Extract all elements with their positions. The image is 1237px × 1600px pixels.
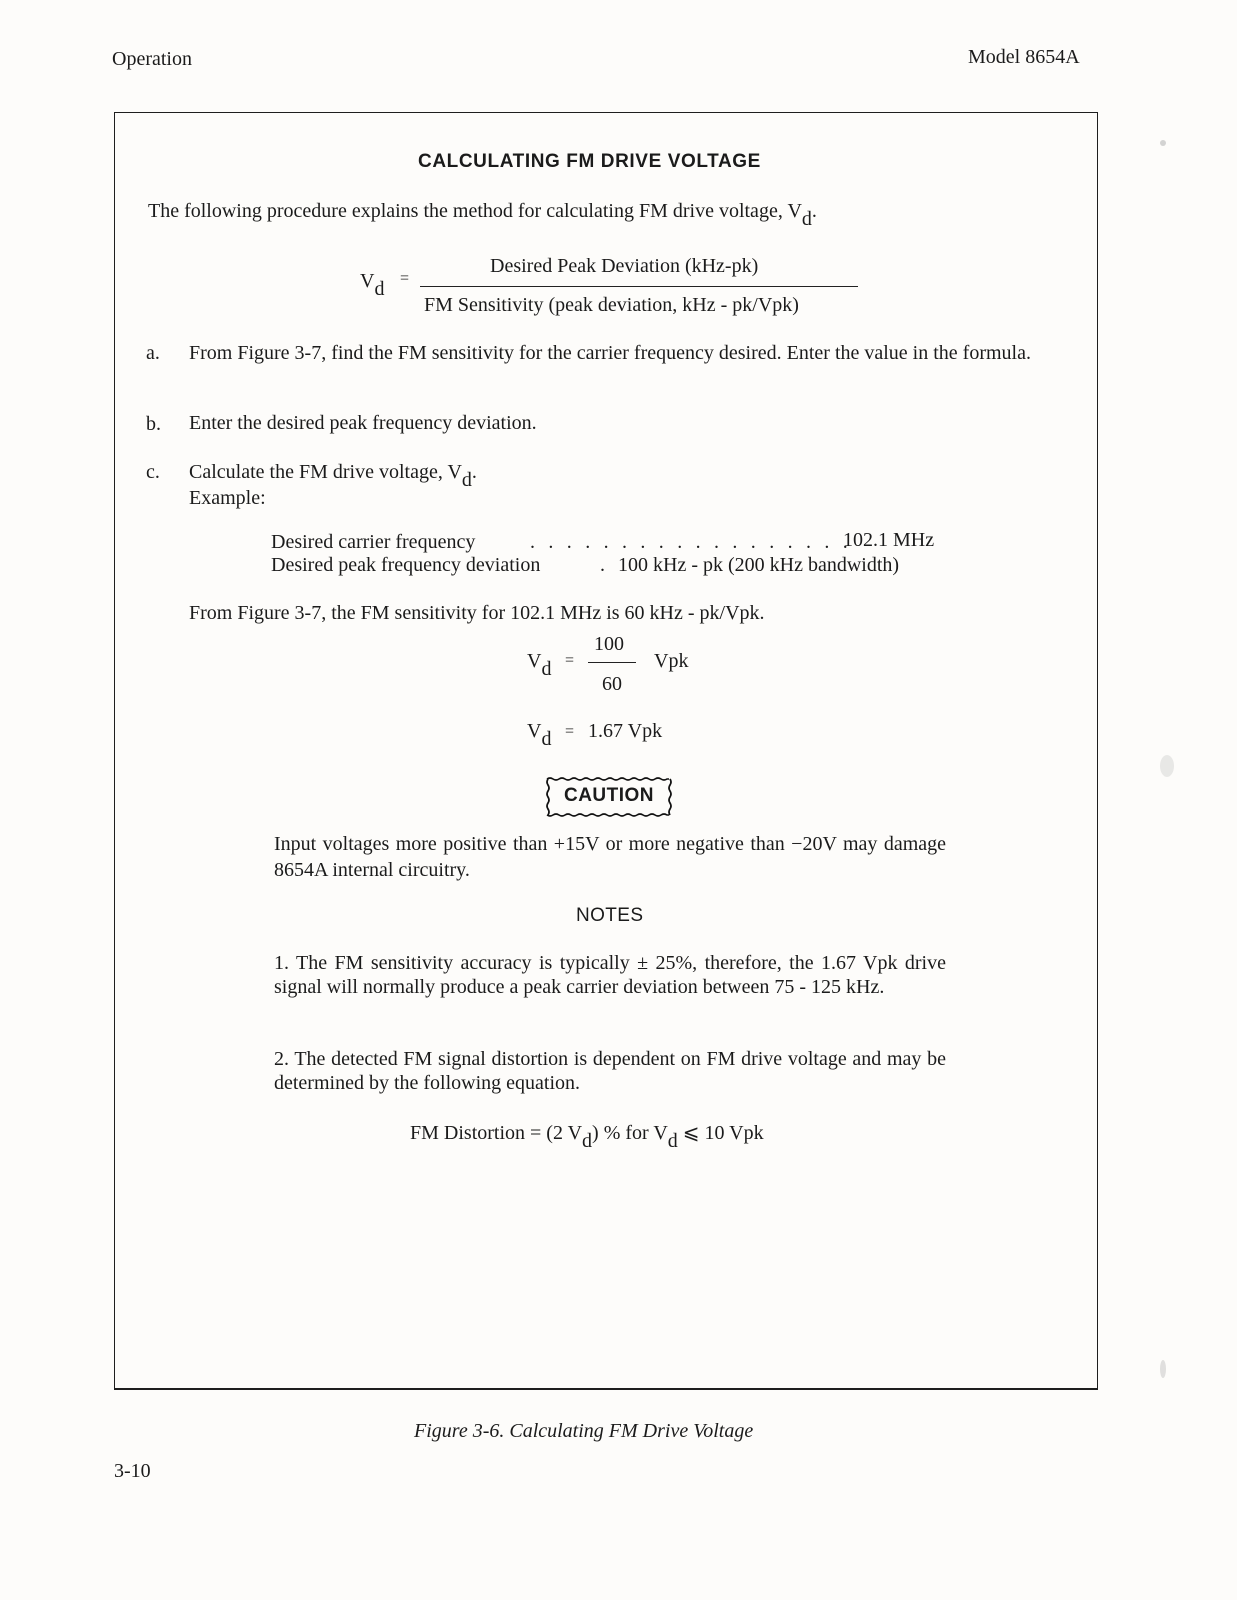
step-c-main: Calculate the FM drive voltage, V	[189, 461, 462, 483]
formula2-unit: Vpk	[654, 650, 689, 672]
section-header: Operation	[112, 48, 192, 70]
step-c-text	[189, 459, 477, 511]
step-a-marker: a.	[146, 342, 160, 364]
intro-text: The following procedure explains the method for calculating FM drive voltage, V	[148, 200, 802, 222]
formula2-sub: d	[541, 658, 552, 680]
formula1-numerator: Desired Peak Deviation (kHz-pk)	[490, 255, 759, 277]
step-a-text: From Figure 3-7, find the FM sensitivity for the carrier frequency desired. Enter the value in the formula.	[189, 342, 1031, 364]
formula2-equals: =	[565, 652, 575, 669]
formula4-part3: ⩽ 10 Vpk	[677, 1122, 764, 1144]
intro-end: .	[811, 200, 817, 222]
formula3-lhs	[527, 720, 552, 750]
distortion-formula	[410, 1120, 764, 1152]
formula1-v: V	[360, 270, 375, 292]
formula1-sub: d	[374, 278, 385, 300]
scan-speck	[1160, 140, 1166, 146]
formula4-part1: FM Distortion = (2 V	[410, 1122, 583, 1144]
formula4-sub1: d	[582, 1130, 593, 1152]
model-header: Model 8654A	[968, 46, 1080, 68]
step-c-marker: c.	[146, 461, 160, 483]
example-row-value: 102.1 MHz	[843, 529, 935, 551]
example-row-leader: . . . . . . . . . . . . . . . . . .	[530, 531, 852, 553]
sensitivity-statement: From Figure 3-7, the FM sensitivity for 102.1 MHz is 60 kHz - pk/Vpk.	[189, 602, 765, 624]
note-item: 2. The detected FM signal distortion is dependent on FM drive voltage and may be determined by the following equation.	[274, 1048, 946, 1094]
formula4-sub2: d	[667, 1130, 678, 1152]
caution-badge	[543, 775, 675, 819]
example-row-label: Desired peak frequency deviation	[271, 554, 541, 576]
formula1-lhs	[360, 270, 385, 300]
intro-subscript: d	[801, 208, 812, 230]
note-item: 1. The FM sensitivity accuracy is typically ± 25%, therefore, the 1.67 Vpk drive signal will normally produce a peak carrier deviation between 75 - 125 kHz.	[274, 952, 946, 998]
formula3-result: 1.67 Vpk	[588, 720, 663, 742]
formula2-denominator: 60	[602, 673, 622, 695]
formula1-denominator: FM Sensitivity (peak deviation, kHz - pk/Vpk)	[424, 294, 799, 316]
formula3-sub: d	[541, 728, 552, 750]
formula2-v: V	[527, 650, 542, 672]
scan-speck	[1160, 755, 1174, 777]
formula3-equals: =	[565, 723, 575, 740]
step-b-marker: b.	[146, 413, 161, 435]
step-c-example-label: Example:	[189, 487, 266, 509]
example-row-leader: .	[600, 554, 605, 576]
formula4-part2: ) % for V	[592, 1122, 668, 1144]
example-row-label: Desired carrier frequency	[271, 531, 476, 553]
page-number: 3-10	[114, 1460, 151, 1482]
example-row-value: 100 kHz - pk (200 kHz bandwidth)	[618, 554, 900, 576]
intro-paragraph	[148, 200, 817, 230]
notes-heading: NOTES	[576, 905, 644, 926]
scan-speck	[1160, 1360, 1166, 1378]
formula2-numerator: 100	[594, 633, 624, 655]
step-b-text: Enter the desired peak frequency deviation.	[189, 412, 537, 434]
formula1-fraction-bar	[420, 286, 858, 287]
figure-caption: Figure 3-6. Calculating FM Drive Voltage	[414, 1420, 754, 1442]
caution-label: CAUTION	[563, 785, 655, 806]
formula3-v: V	[527, 720, 542, 742]
step-c-end: .	[471, 461, 477, 483]
figure-title: CALCULATING FM DRIVE VOLTAGE	[418, 151, 761, 172]
caution-text: Input voltages more positive than +15V or more negative than −20V may damage 8654A internal circuitry.	[274, 833, 946, 881]
step-c-sub: d	[461, 469, 472, 491]
formula2-lhs	[527, 650, 552, 680]
formula1-equals: =	[400, 270, 410, 287]
formula2-fraction-bar	[588, 662, 636, 663]
